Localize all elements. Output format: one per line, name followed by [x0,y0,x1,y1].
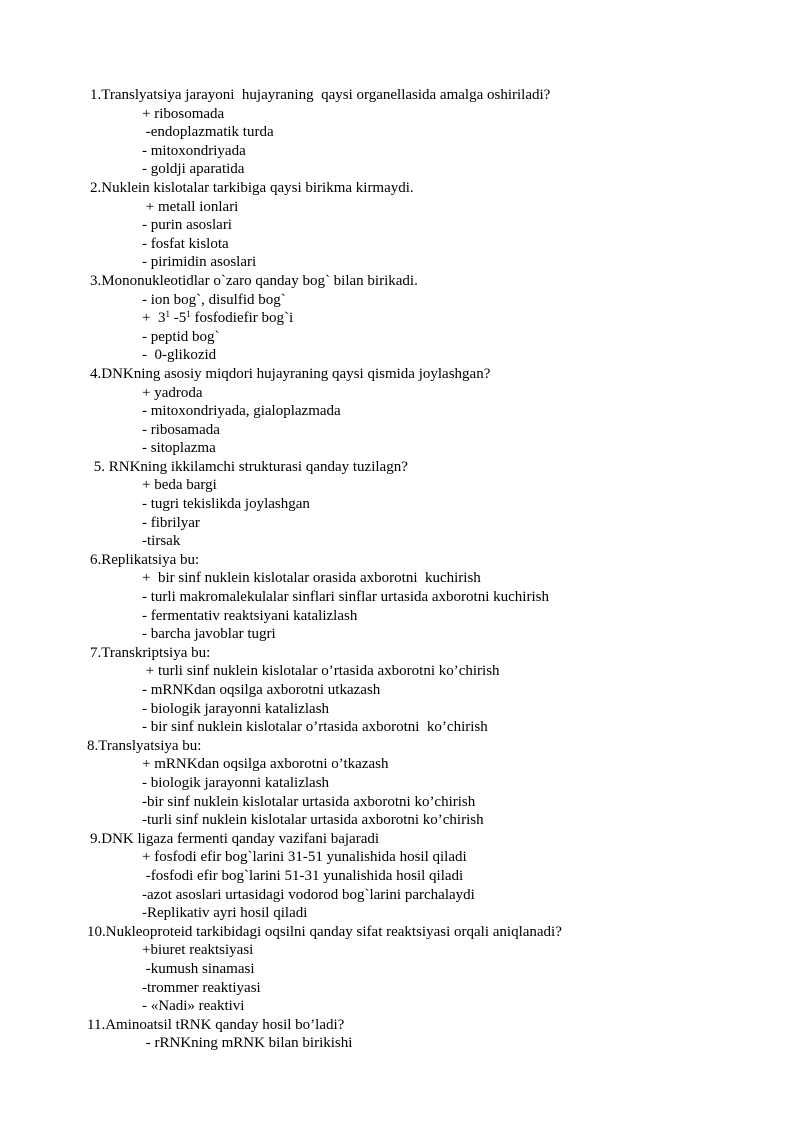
option: + ribosomada [142,105,225,122]
superscript: 1 [165,309,170,320]
option: - peptid bog` [142,328,220,345]
question-3: 3.Mononukleotidlar o`zaro qanday bog` bilan birikadi. [90,272,418,289]
option: - bir sinf nuklein kislotalar o’rtasida axborotni ko’chirish [142,719,488,736]
option: -trommer reaktiyasi [142,979,261,996]
question-1: 1.Translyatsiya jarayoni hujayraning qaysi organellasida amalga oshiriladi? [90,87,551,103]
option: -endoplazmatik turda [142,124,274,141]
option: - fosfat kislota [142,235,229,252]
option: - fibrilyar [142,514,200,531]
option: - biologik jarayonni katalizlash [142,700,330,717]
option: - goldji aparatida [142,161,245,178]
option: - «Nadi» reaktivi [142,998,245,1015]
question-8: 8.Translyatsiya bu: [87,737,202,754]
option: - mitoxondriyada, gialoplazmada [142,403,341,420]
option: -azot asoslari urtasidagi vodorod bog`larini parchalaydi [142,886,475,903]
option-text: fosfodiefir bog`i [190,310,294,327]
question-list [0,86,800,1053]
option: - fermentativ reaktsiyani katalizlash [142,607,358,624]
question-9: 9.DNK ligaza fermenti qanday vazifani bajaradi [90,830,380,847]
option: -Replikativ ayri hosil qiladi [142,905,308,922]
option: + mRNKdan oqsilga axborotni o’tkazash [142,756,389,773]
option: + beda bargi [142,477,217,494]
option: - rRNKning mRNK bilan birikishi [142,1035,353,1052]
option: - purin asoslari [142,217,232,234]
option: - biologik jarayonni katalizlash [142,774,330,791]
option: - sitoplazma [142,440,216,457]
option: -bir sinf nuklein kislotalar urtasida axborotni ko’chirish [142,793,476,810]
question-7: 7.Transkriptsiya bu: [90,644,211,661]
option-correct [0,309,800,328]
option: -tirsak [142,533,181,550]
question-4: 4.DNKning asosiy miqdori hujayraning qaysi qismida joylashgan? [90,365,491,382]
option: + metall ionlari [142,198,239,215]
question-5: 5. RNKning ikkilamchi strukturasi qanday tuzilagn? [90,458,408,475]
option: - ribosamada [142,421,220,438]
option: - mitoxondriyada [142,142,246,159]
option: - tugri tekislikda joylashgan [142,496,310,513]
option: - barcha javoblar tugri [142,626,276,643]
question-6: 6.Replikatsiya bu: [90,551,200,568]
option: - turli makromalekulalar sinflari sinflar urtasida axborotni kuchirish [142,589,549,606]
option-text: + 3 [142,310,166,327]
question-10: 10.Nukleoproteid tarkibidagi oqsilni qanday sifat reaktsiyasi orqali aniqlanadi? [87,923,562,940]
superscript: 1 [186,309,191,320]
option: +biuret reaktsiyasi [142,942,254,959]
option-text: -5 [169,310,187,327]
option: + turli sinf nuklein kislotalar o’rtasida axborotni ko’chirish [142,663,500,680]
option: + fosfodi efir bog`larini 31-51 yunalishida hosil qiladi [142,849,467,866]
option: - ion bog`, disulfid bog` [142,291,286,308]
question-2: 2.Nuklein kislotalar tarkibiga qaysi birikma kirmaydi. [90,179,414,196]
option: -fosfodi efir bog`larini 51-31 yunalishida hosil qiladi [142,867,464,884]
option: - mRNKdan oqsilga axborotni utkazash [142,682,381,698]
option: -kumush sinamasi [142,960,255,977]
option: + bir sinf nuklein kislotalar orasida axborotni kuchirish [142,570,481,587]
option: - 0-glikozid [142,347,217,364]
option: + yadroda [142,384,203,401]
option: - pirimidin asoslari [142,254,257,271]
question-11: 11.Aminoatsil tRNK qanday hosil bo’ladi? [87,1016,345,1033]
option: -turli sinf nuklein kislotalar urtasida axborotni ko’chirish [142,812,484,829]
